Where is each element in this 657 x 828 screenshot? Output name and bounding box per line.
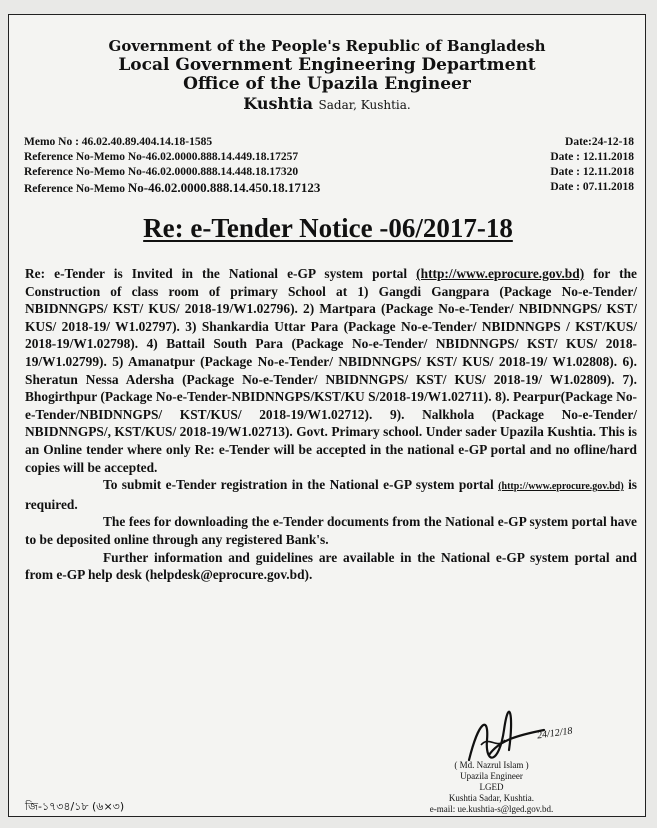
notice-title [9,213,647,244]
publication-code: জি-১৭৩৪/১৮ (৬×৩) [25,800,125,813]
letterhead-line-government: Government of the People's Republic of Bangladesh [108,37,546,55]
notice-body [25,265,637,584]
reference-date: Date : 07.11.2018 [550,181,634,193]
letterhead [9,37,645,115]
memo-date: Date:24-12-18 [565,136,634,148]
reference-number [24,180,320,195]
reference-row [24,150,634,165]
letterhead-line-location [9,94,645,115]
paragraph-text: is required. [25,477,638,512]
location-main: Kushtia [243,94,313,113]
reference-date: Date : 12.11.2018 [550,151,634,163]
paragraph-registration [25,476,637,513]
letterhead-line-office: Office of the Upazila Engineer [183,74,471,94]
signatory-org: LGED [479,782,504,792]
reference-prefix: Reference No-Memo [24,183,128,195]
signature-block [419,725,574,815]
memo-row [24,135,634,150]
paragraph-text: To submit e-Tender registration in the National e-GP system portal [103,477,499,493]
reference-number: Reference No-Memo No-46.02.0000.888.14.448.18.17320 [24,166,299,178]
handwritten-date: 24/12/18 [536,725,574,742]
paragraph-text: Re: e-Tender is Invited in the National e-GP system portal [25,266,417,281]
eprocure-link[interactable]: (http://www.eprocure.gov.bd) [416,266,585,281]
signatory-name: ( Md. Nazrul Islam ) [454,760,529,770]
paragraph-text: for the Construction of class room of primary School at 1) Gangdi Gangpara (Package No-e-Tender/ NBIDNNGPS/ KST/ KUS/ 2018-19/W1.02796). 2) Martpara (Package No-e-Tender/ NBIDNNGPS/ KST/ KUS/ 2018-19/ W1.02797). 3) Shankardia Uttar Para (Package No-e-Tender/ NBIDNNGPS / KST/KUS/ 2018-19/W1.02798). 4) Battail South Para (Package No-e-Tender/ NBIDNNGPS/ KST/ KUS/ 2018-19/W1.02799). 5) Amanatpur (Package No-e-Tender/ NBIDNNGPS/ KST/ KUS/ 2018-19/ W1.02808). 6). Sheratun Nessa Adersha (Package No-e-Tender/ NBIDNNGPS/ KST/ KUS/ 2018-19/ W1.02809). 7). Bhogirthpur (Package No-e-Tender-NBIDNNGPS/KST/KU S/2018-19/W1.02711). 8). Pearpur(Package No-e-Tender/NBIDNNGPS/ KST/KUS/ 2018-19/W1.02712). 9). Nalkhola (Package No-e-Tender/ NBIDNNGPS/, KST/KUS/ 2018-19/W1.02713). Govt. Primary school. Under sader Upazila Kushtia. This is an Online tender where only Re: e-Tender will be accepted in the national e-GP portal and no ofline/hard copies will be accepted. [25,266,637,475]
location-small: Sadar, Kushtia. [318,98,411,112]
notice-frame [8,14,646,817]
signatory-designation: Upazila Engineer [460,771,523,781]
letterhead-line-department: Local Government Engineering Department [118,55,536,75]
signatory-email: e-mail: ue.kushtia-s@lged.gov.bd. [429,804,554,814]
signatory-place: Kushtia Sadar, Kushtia. [448,793,535,803]
memo-number: Memo No : 46.02.40.89.404.14.18-1585 [24,136,213,148]
memo-block [24,135,634,195]
paragraph-further-info: Further information and guidelines are available in the National e-GP system portal and from e-GP help desk (helpdesk@eprocure.gov.bd). [25,549,637,583]
reference-row [24,165,634,180]
signature-scribble-icon [459,710,549,772]
reference-number-big: No-46.02.0000.888.14.450.18.17123 [127,180,321,195]
eprocure-link-small[interactable]: (http://www.eprocure.gov.bd) [498,481,624,493]
notice-title-text: Re: e-Tender Notice -06/2017-18 [143,213,513,243]
reference-number: Reference No-Memo No-46.02.0000.888.14.449.18.17257 [24,151,299,163]
reference-row [24,180,634,195]
reference-date: Date : 12.11.2018 [550,166,634,178]
paragraph-fees: The fees for downloading the e-Tender documents from the National e-GP system portal have to be deposited online through any registered Bank's. [25,514,637,547]
paragraph-invitation [25,265,637,476]
